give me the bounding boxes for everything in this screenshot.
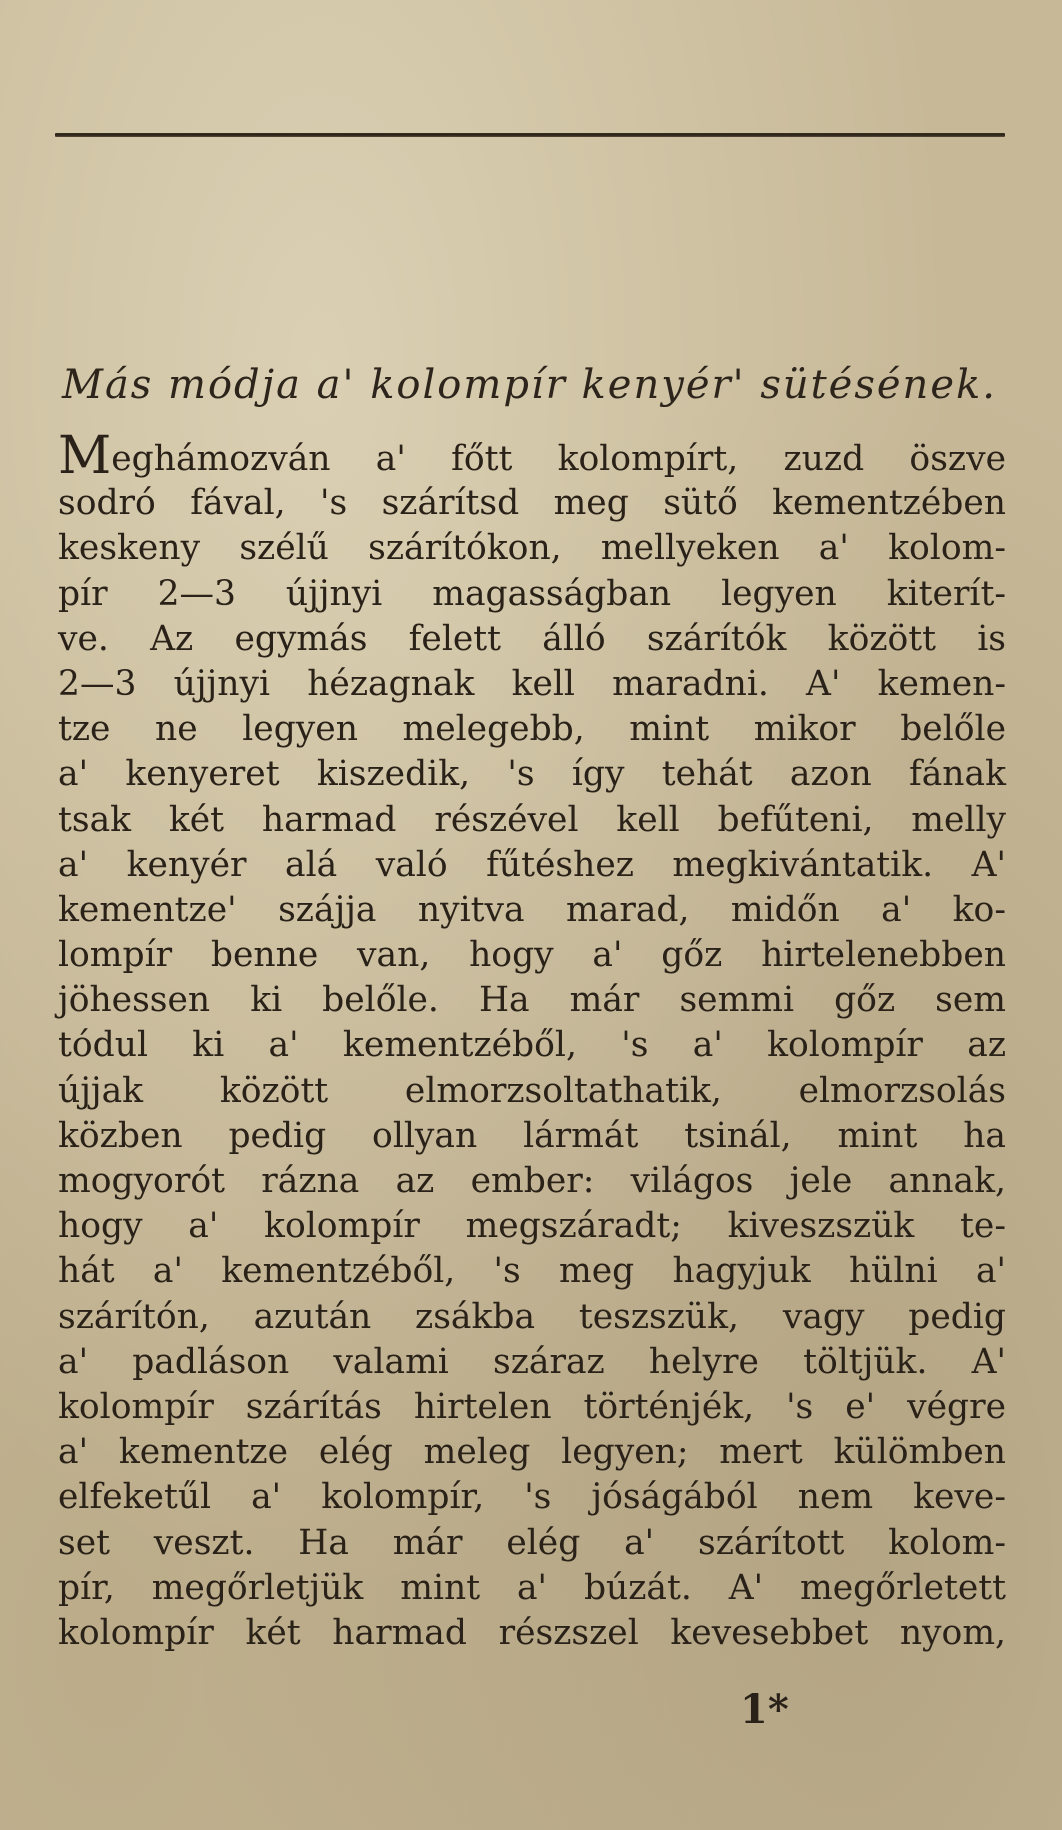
text-line: kolompír szárítás hirtelen történjék, 's e' végre: [58, 1386, 1006, 1427]
text-line: ve. Az egymás felett álló szárítók között is: [58, 618, 1006, 659]
text-line: hát a' kementzéből, 's meg hagyjuk hülni a': [58, 1251, 1006, 1292]
text-line: tsak két harmad részével kell befűteni, melly: [58, 799, 1006, 840]
text-line: pír, megőrletjük mint a' búzát. A' megőrletett: [58, 1567, 1006, 1608]
text-line: a' kementze elég meleg legyen; mert külömben: [58, 1432, 1006, 1473]
text-line: lompír benne van, hogy a' gőz hirtelenebben: [58, 935, 1006, 976]
text-line: tódul ki a' kementzéből, 's a' kolompír az: [58, 1025, 1006, 1066]
text-line: set veszt. Ha már elég a' szárított kolom-: [58, 1522, 1006, 1563]
text-line: jöhessen ki belőle. Ha már semmi gőz sem: [58, 980, 1006, 1021]
text-line: a' kenyeret kiszedik, 's így tehát azon fának: [58, 754, 1006, 795]
text-line: keskeny szélű szárítókon, mellyeken a' kolom-: [58, 528, 1006, 569]
section-title: Más módja a' kolompír kenyér' sütésének.: [62, 362, 997, 408]
page-number: 1*: [740, 1686, 789, 1733]
text-line: 2—3 újjnyi hézagnak kell maradni. A' kemen-: [58, 663, 1006, 704]
text-line: [58, 426, 1006, 486]
text-line: szárítón, azután zsákba teszszük, vagy pedig: [58, 1296, 1006, 1337]
text-line: kementze' szájja nyitva marad, midőn a' ko-: [58, 889, 1006, 930]
text-line: pír 2—3 újjnyi magasságban legyen kiterít-: [58, 573, 1006, 614]
body-text: [58, 426, 1006, 1656]
text-line: tze ne legyen melegebb, mint mikor belőle: [58, 709, 1006, 750]
text-line: a' padláson valami száraz helyre töltjük. A': [58, 1341, 1006, 1382]
text-line: elfeketűl a' kolompír, 's jóságából nem keve-: [58, 1477, 1006, 1518]
text-line: sodró fával, 's szárítsd meg sütő kementzében: [58, 483, 1006, 524]
text-line: közben pedig ollyan lármát tsinál, mint ha: [58, 1115, 1006, 1156]
drop-cap: M: [58, 426, 112, 486]
text-line: újjak között elmorzsoltathatik, elmorzsolás: [58, 1070, 1006, 1111]
text-line: kolompír két harmad részszel kevesebbet nyom,: [58, 1612, 1006, 1653]
header-rule: [55, 133, 1005, 137]
text-line: a' kenyér alá való fűtéshez megkivántatik. A': [58, 844, 1006, 885]
text-line: hogy a' kolompír megszáradt; kiveszszük te-: [58, 1206, 1006, 1247]
text-line: mogyorót rázna az ember: világos jele annak,: [58, 1161, 1006, 1201]
text-line-content: eghámozván a' főtt kolompírt, zuzd öszve: [111, 439, 1006, 479]
